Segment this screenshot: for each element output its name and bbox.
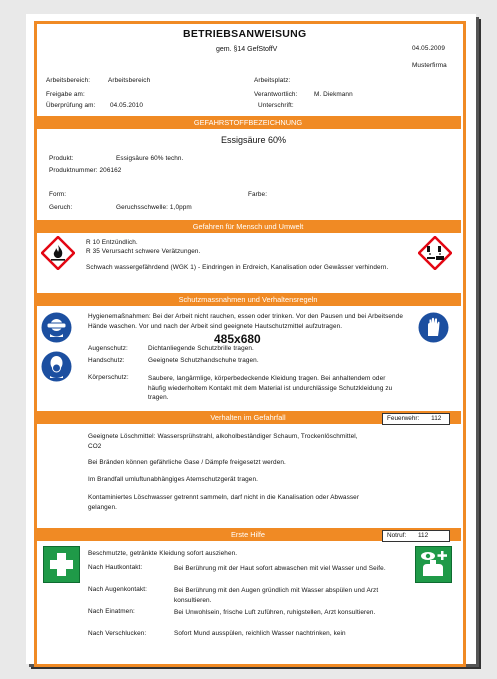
verantwortlich-label: Verantwortlich: (254, 91, 298, 98)
substance-name: Essigsäure 60% (221, 135, 287, 145)
verschlucken-label: Nach Verschlucken: (88, 630, 147, 637)
geruch-value: Geruchsschwelle: 1,0ppm (116, 204, 192, 211)
flammable-diamond-icon (41, 236, 75, 270)
freigabe-label: Freigabe am: (46, 91, 85, 98)
first-aid-cross-icon (43, 546, 80, 583)
augenkontakt-value: Bei Berührung mit den Augen gründlich mit Wasser abspülen und Arzt konsultieren. (174, 587, 379, 604)
hygiene-text: Hygienemaßnahmen: Bei der Arbeit nicht rauchen, essen oder trinken. Vor den Pausen und bei Arbeitsende Hände waschen. Vor und nach der Arbeit sind geeignete Hautschutzmittel aufzutragen. (88, 313, 404, 330)
verschlucken-value: Sofort Mund ausspülen, reichlich Wasser nachtrinken, kein (174, 630, 346, 637)
document-page (26, 14, 476, 664)
farbe-label: Farbe: (248, 191, 268, 198)
einatmen-value: Bei Unwohlsein, frische Luft zuführen, ruhigstellen, Arzt konsultieren. (174, 609, 376, 616)
hautkontakt-value: Bei Berührung mit der Haut sofort abwaschen mit viel Wasser und Seife. (174, 565, 386, 572)
koerperschutz-value: Saubere, langärmlige, körperbedeckende Kleidung tragen. Bei anhaltendem oder häufig wiederholtem Kontakt mit dem Material ist undurchlässige Schutzkleidung zu tragen. (148, 375, 393, 401)
produkt-label: Produkt: (49, 155, 74, 162)
respirator-icon (41, 351, 72, 382)
size-watermark: 485x680 (214, 332, 261, 346)
eye-wash-icon (415, 546, 452, 583)
gloves-icon (418, 312, 449, 343)
augenschutz-value: Dichtanliegende Schutzbrille tragen. (148, 345, 254, 352)
form-label: Form: (49, 191, 67, 198)
produkt-value: Essigsäure 60% techn. (116, 155, 184, 162)
section-gefahren: Gefahren für Mensch und Umwelt (35, 220, 461, 233)
ueberpruefung-label: Überprüfung am: (46, 102, 96, 109)
ueberpruefung-value: 04.05.2010 (110, 102, 143, 109)
section-erste-hilfe: Erste Hilfe (35, 528, 461, 541)
handschutz-label: Handschutz: (88, 357, 125, 364)
feuerwehr-label: Feuerwehr: (387, 415, 420, 422)
koerperschutz-label: Körperschutz: (88, 374, 129, 381)
company-name: Musterfirma (412, 62, 447, 69)
arbeitsbereich-value: Arbeitsbereich (108, 77, 151, 84)
loeschmittel-text: Geeignete Löschmittel: Wassersprühstrahl, alkoholbeständiger Schaum, Trockenlöschmittel, CO2 (88, 433, 358, 450)
handschutz-value: Geeignete Schutzhandschuhe tragen. (148, 357, 259, 364)
feuerwehr-value: 112 (431, 415, 442, 422)
notruf-label: Notruf: (387, 532, 407, 539)
loeschwasser-text: Kontaminiertes Löschwasser getrennt sammeln, darf nicht in die Kanalisation oder Abwasser gelangen. (88, 494, 360, 511)
augenschutz-label: Augenschutz: (88, 345, 128, 352)
hautkontakt-label: Nach Hautkontakt: (88, 564, 143, 571)
augenkontakt-label: Nach Augenkontakt: (88, 586, 147, 593)
notruf-value: 112 (417, 532, 429, 539)
section-schutz: Schutzmassnahmen und Verhaltensregeln (35, 293, 461, 306)
geruch-label: Geruch: (49, 204, 73, 211)
unterschrift-label: Unterschrift: (258, 102, 294, 109)
hazard-wgk: Schwach wassergefährdend (WGK 1) - Eindringen in Erdreich, Kanalisation oder Gewässer verhindern. (86, 264, 389, 271)
brandgase-text: Bei Bränden können gefährliche Gase / Dämpfe freigesetzt werden. (88, 459, 286, 466)
einatmen-label: Nach Einatmen: (88, 608, 135, 615)
produktnummer: Produktnummer: 206162 (49, 167, 122, 174)
verantwortlich-value: M. Diekmann (314, 91, 353, 98)
corrosive-diamond-icon (418, 236, 452, 270)
atemschutz-text: Im Brandfall umluftunabhängiges Atemschutzgerät tragen. (88, 476, 258, 483)
notruf-box (382, 530, 450, 542)
section-gefahrstoff: GEFAHRSTOFFBEZEICHNUNG (35, 116, 461, 129)
hazard-r10: R 10 Entzündlich. (86, 239, 138, 246)
document-subtitle: gem. §14 GefStoffV (216, 46, 278, 53)
section-gefahrfall: Verhalten im Gefahrfall (35, 411, 461, 424)
arbeitsplatz-label: Arbeitsplatz: (254, 77, 291, 84)
feuerwehr-box (382, 413, 450, 425)
document-title: BETRIEBSANWEISUNG (183, 28, 307, 40)
goggles-icon (41, 312, 72, 343)
hazard-r35: R 35 Verursacht schwere Verätzungen. (86, 248, 201, 255)
document-date: 04.05.2009 (412, 45, 445, 52)
erste-hilfe-intro: Beschmutzte, getränkte Kleidung sofort ausziehen. (88, 550, 238, 557)
arbeitsbereich-label: Arbeitsbereich: (46, 77, 91, 84)
